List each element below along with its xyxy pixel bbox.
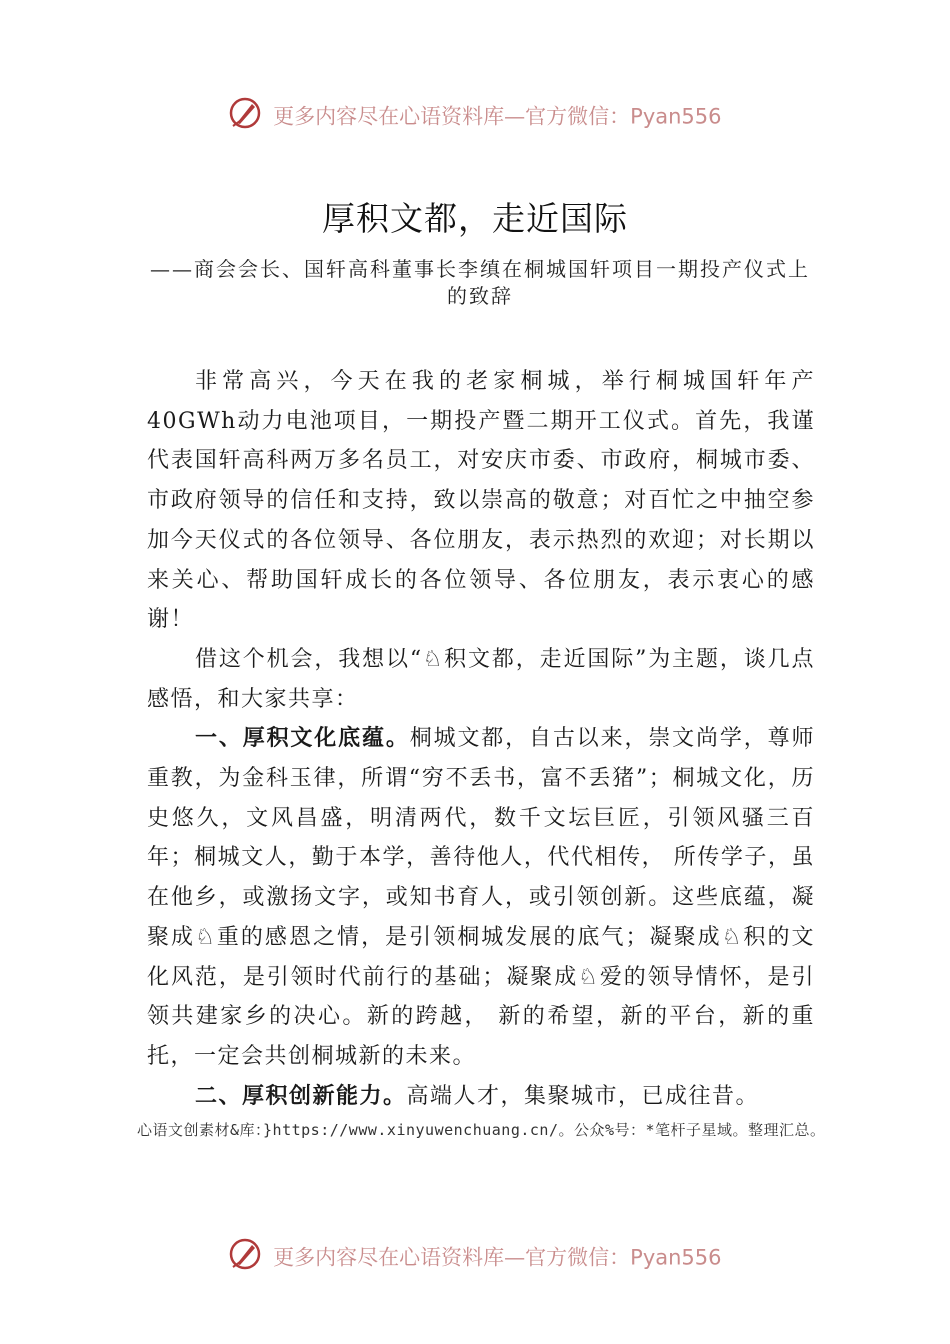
watermark-header	[0, 96, 950, 135]
watermark-wechat-id: Pyan556	[630, 1245, 722, 1270]
watermark-text: 更多内容尽在心语资料库—官方微信：	[273, 104, 631, 129]
paragraph-text: 桐城文都，自古以来，崇文尚学，尊师重教，为金科玉律，所谓“穷不丢书，富不丢猪”；桐城文化，历史悠久，文风昌盛，明清两代，数千文坛巨匠，引领风骚三百年；桐城文人，勤于本学，善待他人，代代相传， 所传学子，虽在他乡，或激扬文字，或知书育人，或引领创新。这些底蕴，凝聚成♘重的感恩之情，是引领桐城发展的底气；凝聚成♘积的文化风范，是引领时代前行的基础；凝聚成♘爱的领导情怀，是引领共建家乡的决心。新的跨越， 新的希望，新的平台，新的重托，一定会共创桐城新的未来。	[147, 726, 815, 1069]
source-note: 心语文创素材&库：}https://www.xinyuwenchuang.cn/。公众%号：*笔杆子星域。整理汇总。	[137, 1121, 826, 1139]
section-heading: 二、厚积创新能力。	[195, 1082, 407, 1109]
quill-pen-icon	[228, 96, 262, 135]
paragraph	[147, 719, 815, 1076]
document-title: 厚积文都，走近国际	[322, 199, 628, 238]
watermark-text: 更多内容尽在心语资料库—官方微信：	[273, 1245, 631, 1270]
paragraph	[147, 1077, 815, 1117]
paragraph	[147, 362, 815, 640]
document-subtitle: ——商会会长、国轩高科董事长李缜在桐城国轩项目一期投产仪式上的致辞	[150, 257, 810, 308]
quill-pen-icon	[228, 1237, 262, 1276]
watermark-footer	[0, 1237, 950, 1276]
paragraph-text: 借这个机会，我想以“♘积文都，走近国际”为主题，谈几点感悟，和大家共享：	[147, 646, 815, 712]
paragraph	[147, 640, 815, 719]
paragraph-text: 非常高兴，今天在我的老家桐城，举行桐城国轩年产40GWh动力电池项目，一期投产暨二期开工仪式。首先，我谨代表国轩高科两万多名员工，对安庆市委、市政府，桐城市委、市政府领导的信任和支持，致以崇高的敬意；对百忙之中抽空参加今天仪式的各位领导、各位朋友，表示热烈的欢迎；对长期以来关心、帮助国轩成长的各位领导、各位朋友，表示衷心的感谢！	[147, 369, 815, 633]
watermark-wechat-id: Pyan556	[630, 104, 722, 129]
document-body	[147, 362, 815, 1116]
paragraph-text: 高端人才，集聚城市，已成往昔。	[406, 1083, 760, 1109]
section-heading: 一、厚积文化底蕴。	[195, 725, 410, 752]
